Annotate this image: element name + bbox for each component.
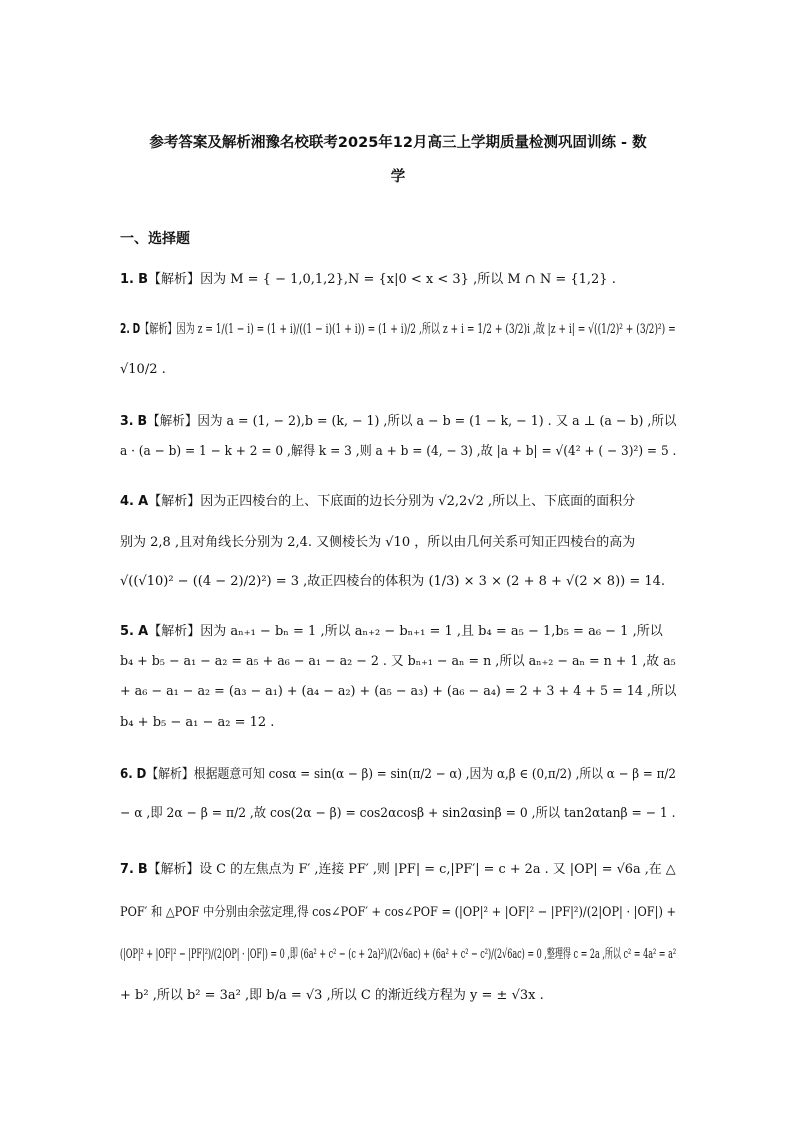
document-title [118,126,678,194]
answer-5-tag: 【解析】 [148,624,201,639]
answer-4-line-3: √((√10)² − ((4 − 2)/2)²) = 3 ,故正四棱台的体积为 (1/3) × 3 × (2 + 8 + √(2 × 8)) = 14. [120,574,666,589]
answer-5-line-2: b₄ + b₅ − a₁ − a₂ = a₅ + a₆ − a₁ − a₂ − 2 . 又 bₙ₊₁ − aₙ = n ,所以 aₙ₊₂ − aₙ = n + 1 ,故 a₅ [120,654,676,669]
answer-5-text-1: 因为 aₙ₊₁ − bₙ = 1 ,所以 aₙ₊₂ − bₙ₊₁ = 1 ,且 b₄ = a₅ − 1,b₅ = a₆ − 1 ,所以 [200,624,663,639]
answer-3-choice: B [137,414,148,429]
answer-1-choice: B [138,272,149,287]
answer-6-tag: 【解析】 [146,767,194,782]
answer-6-line-1 [120,765,676,785]
answer-3-line-2: a · (a − b) = 1 − k + 2 = 0 ,解得 k = 3 ,则 a + b = (4, − 3) ,故 |a + b| = √(4² + ( − 3)²) = 5 . [120,444,677,459]
answer-2-text-1: 因为 z = 1/(1 − i) = (1 + i)/((1 − i)(1 + i)) = (1 + i)/2 ,所以 z + i = 1/2 + (3/2)i ,故 |z + i| = √((1/2)² + (3/2)²) = [176,322,676,337]
answer-2-choice: D [132,322,141,337]
answer-1-tag: 【解析】 [148,272,201,287]
answer-2-line-2: √10/2 . [120,362,166,377]
answer-5-line-3: + a₆ − a₁ − a₂ = (a₃ − a₁) + (a₄ − a₂) + (a₅ − a₃) + (a₆ − a₄) = 2 + 3 + 4 + 5 = 14 ,所以 [120,684,677,699]
answer-4-tag: 【解析】 [148,494,201,509]
answer-4-text-1: 因为正四棱台的上、下底面的边长分别为 √2,2√2 ,所以上、下底面的面积分 [200,494,636,509]
answer-7-line-1 [120,860,676,880]
answer-5-line-1 [120,622,676,642]
answer-7-choice: B [137,862,148,877]
answer-3-number: 3. [120,414,134,429]
title-line-2: 学 [390,169,406,185]
answer-3-line-1 [120,412,677,432]
answer-7-text-1: 设 C 的左焦点为 F′ ,连接 PF′ ,则 |PF| = c,|PF′| = c + 2a . 又 |OP| = √6a ,在 △ [199,862,676,877]
answer-7-line-2: POF′ 和 △POF 中分别由余弦定理,得 cos∠POF′ + cos∠POF = (|OP|² + |OF|² − |PF|²)/(2|OP| · |OF|) + [120,905,676,920]
answer-7-line-4: + b² ,所以 b² = 3a² ,即 b/a = √3 ,所以 C 的渐近线方程为 y = ± √3x . [120,988,544,1003]
answer-5-line-4: b₄ + b₅ − a₁ − a₂ = 12 . [120,715,275,730]
section-heading: 一、选择题 [120,231,190,247]
answer-6-line-2: − α ,即 2α − β = π/2 ,故 cos(2α − β) = cos2αcosβ + sin2αsinβ = 0 ,所以 tan2αtanβ = − 1 . [120,806,676,821]
title-line-1: 参考答案及解析湘豫名校联考2025年12月高三上学期质量检测巩固训练 - 数 [149,135,647,151]
answer-7-number: 7. [120,862,134,877]
answer-5-number: 5. [120,624,134,639]
answer-1-text: 因为 M = { − 1,0,1,2},N = {x|0 < x < 3} ,所以 M ∩ N = {1,2} . [200,272,616,287]
answer-7-line-3: (|OP|² + |OF|² − |PF|²)/(2|OP| · |OF|) = 0 ,即 (6a² + c² − (c + 2a)²)/(2√6ac) + (6a² + c² − c²)/(2√6ac) = 0 ,整理得 c = 2a ,所以 c² = 4a² = a² [120,947,677,962]
answer-4-number: 4. [120,494,134,509]
answer-2-line-1 [120,320,676,340]
answer-6-text-1: 根据题意可知 cosα = sin(α − β) = sin(π/2 − α) ,因为 α,β ∈ (0,π/2) ,所以 α − β = π/2 [193,767,676,782]
answer-6-choice: D [136,767,147,782]
answer-3-text-1: 因为 a = (1, − 2),b = (k, − 1) ,所以 a − b = (1 − k, − 1) . 又 a ⊥ (a − b) ,所以 [197,414,677,429]
answer-7-tag: 【解析】 [147,862,200,877]
answer-4-line-2: 别为 2,8 ,且对角线长分别为 2,4. 又侧棱长为 √10 ，所以由几何关系可知正四棱台的高为 [120,535,636,550]
answer-2-number: 2. [120,322,130,337]
answer-5-choice: A [138,624,149,639]
answer-3-tag: 【解析】 [147,414,198,429]
answer-1-line-1 [120,270,676,290]
answer-4-line-1 [120,492,676,512]
answer-4-choice: A [138,494,149,509]
answer-1-number: 1. [120,272,134,287]
answer-6-number: 6. [120,767,133,782]
answer-2-tag: 【解析】 [140,322,177,337]
